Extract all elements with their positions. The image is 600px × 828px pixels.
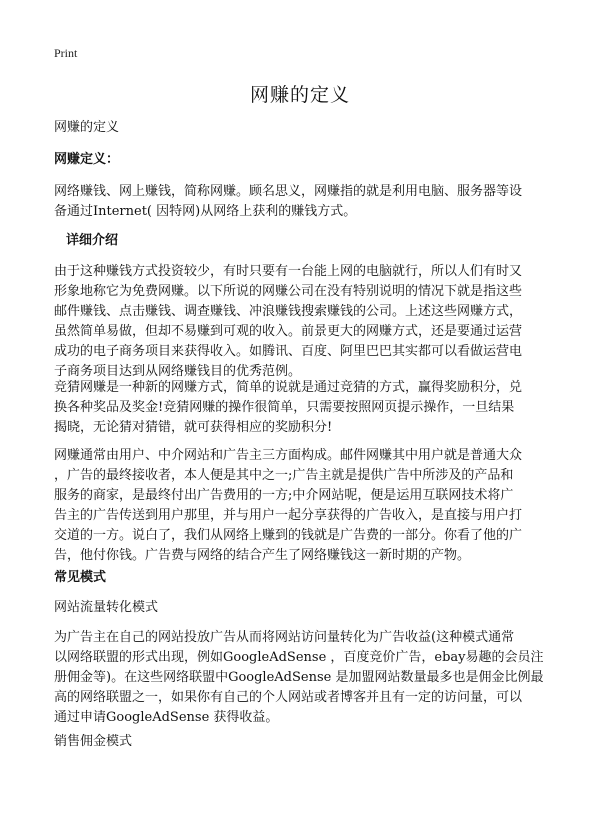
- text-line: 告主的广告传送到用户那里，并与用户一起分享获得的广告收入，是直接与用户打: [54, 508, 523, 523]
- mode-1-title: 网站流量转化模式: [54, 600, 159, 615]
- text-line: 以网络联盟的形式出现，例如GoogleAdSense ，百度竞价广告，ebay易趣的会员注: [54, 650, 544, 665]
- text-line: 册佣金等)。在这些网络联盟中GoogleAdSense 是加盟网站数量最多也是佣金比例最: [54, 670, 544, 685]
- text-line: 告，他付你钱。广告费与网络的结合产生了网络赚钱这一新时期的产物。: [54, 548, 471, 563]
- mode-1-paragraph: [54, 628, 554, 728]
- text-line: 备通过Internet( 因特网)从网络上获利的赚钱方式。: [54, 204, 357, 219]
- text-line: 为广告主在自己的网站投放广告从而将网站访问量转化为广告收益(这种模式通常: [54, 630, 515, 645]
- text-line: 竞猜网赚是一种新的网赚方式，简单的说就是通过竞猜的方式，赢得奖励积分，兑: [54, 380, 523, 395]
- page-title: 网赚的定义: [249, 84, 350, 106]
- text-line: 网络赚钱、网上赚钱，简称网赚。顾名思义，网赚指的就是利用电脑、服务器等设: [54, 184, 523, 199]
- definition-heading: 网赚定义：: [54, 152, 120, 167]
- text-line: 网赚通常由用户、中介网站和广告主三方面构成。邮件网赚其中用户就是普通大众: [54, 448, 523, 463]
- detail-paragraph-2: [54, 378, 554, 438]
- text-line: 由于这种赚钱方式投资较少，有时只要有一台能上网的电脑就行，所以人们有时又: [54, 264, 523, 279]
- detail-paragraph-1: [54, 262, 554, 382]
- text-line: ，广告的最终接收者，本人便是其中之一;广告主就是提供广告中所涉及的产品和: [54, 468, 514, 483]
- text-line: 形象地称它为免费网赚。以下所说的网赚公司在没有特别说明的情况下就是指这些: [54, 284, 523, 299]
- detail-paragraph-3: [54, 446, 554, 566]
- mode-2-title: 销售佣金模式: [54, 734, 133, 749]
- text-line: 邮件赚钱、点击赚钱、调查赚钱、冲浪赚钱搜索赚钱的公司。上述这些网赚方式，: [54, 304, 523, 319]
- text-line: 子商务项目达到从网络赚钱目的优秀范例。: [54, 364, 302, 379]
- detail-heading: 详细介绍: [66, 233, 119, 248]
- subtitle: 网赚的定义: [54, 120, 120, 135]
- definition-paragraph: [54, 182, 554, 222]
- text-line: 通过申请GoogleAdSense 获得收益。: [54, 710, 279, 725]
- print-link[interactable]: Print: [54, 46, 78, 60]
- common-modes-heading: 常见模式: [54, 570, 107, 585]
- text-line: 成功的电子商务项目来获得收入。如腾讯、百度、阿里巴巴其实都可以看做运营电: [54, 344, 523, 359]
- text-line: 揭晓，无论猜对猜错，就可获得相应的奖励积分!: [54, 420, 333, 435]
- text-line: 服务的商家，是最终付出广告费用的一方;中介网站呢，便是运用互联网技术将广: [54, 488, 514, 503]
- text-line: 换各种奖品及奖金!竞猜网赚的操作很简单，只需要按照网页提示操作，一旦结果: [54, 400, 515, 415]
- text-line: 虽然简单易做，但却不易赚到可观的收入。前景更大的网赚方式，还是要通过运营: [54, 324, 523, 339]
- text-line: 交道的一方。说白了，我们从网络上赚到的钱就是广告费的一部分。你看了他的广: [54, 528, 523, 543]
- text-line: 高的网络联盟之一，如果你有自己的个人网站或者博客并且有一定的访问量，可以: [54, 690, 523, 705]
